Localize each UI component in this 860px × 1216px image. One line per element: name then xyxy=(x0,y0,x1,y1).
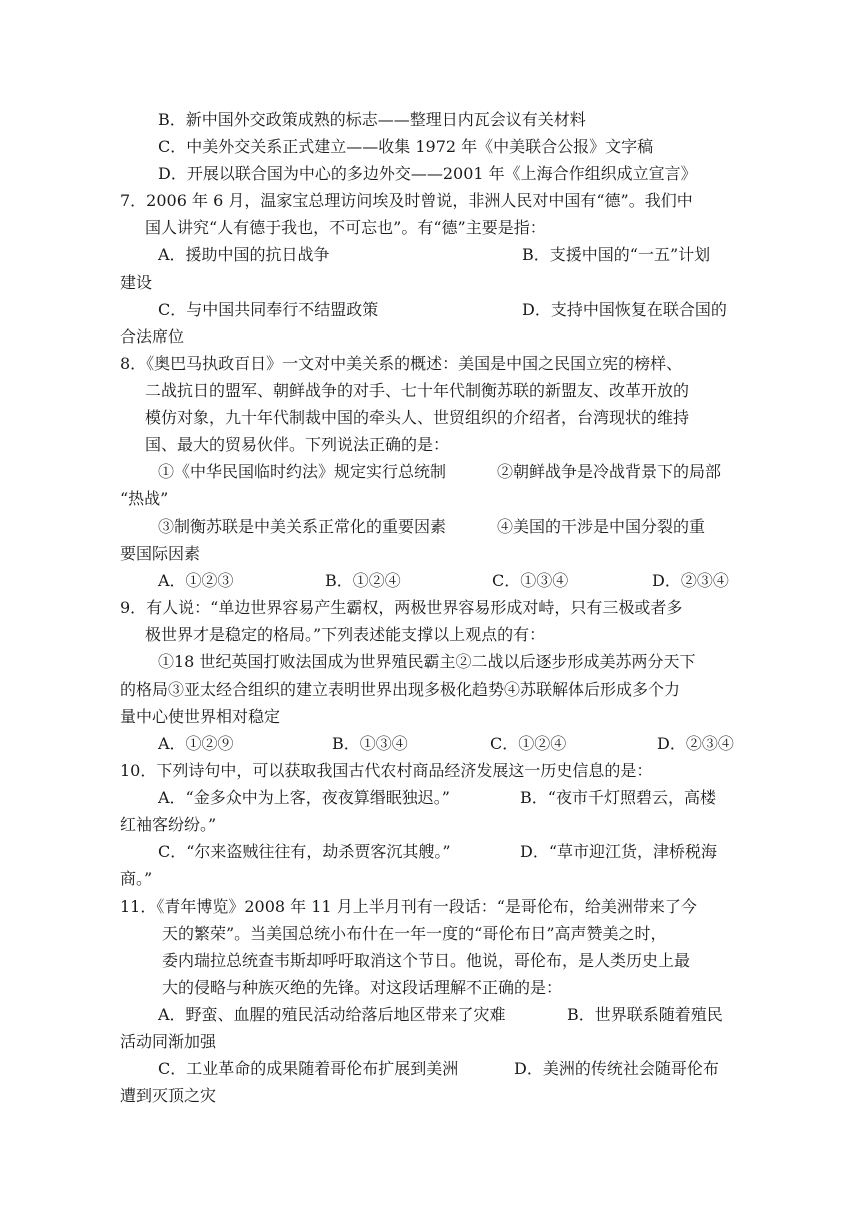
q9-option-d: D．②③④ xyxy=(657,734,734,753)
q9-items-line1: ①18 世纪英国打败法国成为世界殖民霸主②二战以后逐步形成美苏两分天下 xyxy=(158,652,696,671)
q7-stem-line1: 7．2006 年 6 月，温家宝总理访问埃及时曾说，非洲人民对中国有“德”。我们中 xyxy=(120,191,693,210)
q8-stem-line1: 8．《奥巴马执政百日》一文对中美关系的概述：美国是中国之民国立宪的榜样、 xyxy=(120,354,683,373)
q10-stem: 10．下列诗句中，可以获取我国古代农村商品经济发展这一历史信息的是： xyxy=(120,761,653,780)
q11-option-b: B．世界联系随着殖民 xyxy=(567,1005,723,1024)
q11-stem-line2: 天的繁荣”。当美国总统小布什在一年一度的“哥伦布日”高声赞美之时， xyxy=(162,924,667,943)
q9-option-a: A．①②⑨ xyxy=(158,734,234,753)
q11-stem-line3: 委内瑞拉总统查韦斯却呼吁取消这个节日。他说，哥伦布，是人类历史上最 xyxy=(162,951,691,970)
q8-stem-line3: 模仿对象，九十年代制裁中国的牵头人、世贸组织的介绍者，台湾现状的维持 xyxy=(145,408,690,427)
q8-stem-line4: 国、最大的贸易伙伴。下列说法正确的是： xyxy=(145,435,450,454)
q10-option-d-cont: 商。” xyxy=(120,869,153,888)
q11-option-a: A．野蛮、血腥的殖民活动给落后地区带来了灾难 xyxy=(158,1005,506,1024)
q9-option-b: B．①③④ xyxy=(332,734,408,753)
q8-option-c: C．①③④ xyxy=(492,571,569,590)
q10-option-d: D．“草市迎江货，津桥税海 xyxy=(520,842,718,861)
q8-option-a: A．①②③ xyxy=(158,571,234,590)
q6-option-c: C．中美外交关系正式建立——收集 1972 年《中美联合公报》文字稿 xyxy=(158,137,654,156)
q7-option-b-cont: 建设 xyxy=(120,273,153,292)
q7-option-c: C．与中国共同奉行不结盟政策 xyxy=(158,300,379,319)
q6-option-b: B．新中国外交政策成熟的标志——整理日内瓦会议有关材料 xyxy=(158,110,586,129)
q11-stem-line1: 11．《青年博览》2008 年 11 月上半月刊有一段话：“是哥伦布，给美洲带来了今 xyxy=(120,897,697,916)
q8-option-b: B．①②④ xyxy=(325,571,401,590)
q9-items-line2: 的格局③亚太经合组织的建立表明世界出现多极化趋势④苏联解体后形成多个力 xyxy=(120,680,681,699)
q10-option-b-cont: 红袖客纷纷。” xyxy=(120,815,217,834)
q9-option-c: C．①②④ xyxy=(490,734,567,753)
q7-option-b: B．支援中国的“一五”计划 xyxy=(522,245,711,264)
q11-stem-line4: 大的侵略与种族灭绝的先锋。对这段话理解不正确的是： xyxy=(162,978,563,997)
q10-option-c: C．“尔来盗贼往往有，劫杀贾客沉其艘。” xyxy=(158,842,451,861)
q8-item-3: ③制衡苏联是中美关系正常化的重要因素 xyxy=(158,517,447,536)
q8-stem-line2: 二战抗日的盟军、朝鲜战争的对手、七十年代制衡苏联的新盟友、改革开放的 xyxy=(145,381,690,400)
q6-option-d: D．开展以联合国为中心的多边外交——2001 年《上海合作组织成立宣言》 xyxy=(158,164,697,183)
q11-option-c: C．工业革命的成果随着哥伦布扩展到美洲 xyxy=(158,1059,459,1078)
q8-option-d: D．②③④ xyxy=(652,571,729,590)
q8-item-4: ④美国的干涉是中国分裂的重 xyxy=(497,517,706,536)
q9-stem-line1: 9．有人说：“单边世界容易产生霸权，两极世界容易形成对峙，只有三极或者多 xyxy=(120,598,683,617)
q11-option-d-cont: 遭到灭顶之灾 xyxy=(120,1086,217,1105)
q7-stem-line2: 国人讲究“人有德于我也，不可忘也”。有“德”主要是指： xyxy=(145,218,546,237)
q10-option-a: A．“金多众中为上客，夜夜算缗眠独迟。” xyxy=(158,788,450,807)
q9-stem-line2: 极世界才是稳定的格局。”下列表述能支撑以上观点的有： xyxy=(145,625,546,644)
q11-option-b-cont: 活动同渐加强 xyxy=(120,1032,217,1051)
q7-option-a: A．援助中国的抗日战争 xyxy=(158,245,330,264)
q8-item-2-cont: “热战” xyxy=(120,489,169,508)
q10-option-b: B．“夜市千灯照碧云，高楼 xyxy=(520,788,716,807)
q7-option-d-cont: 合法席位 xyxy=(120,327,185,346)
q7-option-d: D．支持中国恢复在联合国的 xyxy=(522,300,727,319)
q8-item-4-cont: 要国际因素 xyxy=(120,544,201,563)
q8-item-2: ②朝鲜战争是冷战背景下的局部 xyxy=(497,462,722,481)
q11-option-d: D．美洲的传统社会随哥伦布 xyxy=(514,1059,719,1078)
q9-items-line3: 量中心使世界相对稳定 xyxy=(120,707,281,726)
q8-item-1: ①《中华民国临时约法》规定实行总统制 xyxy=(158,462,447,481)
